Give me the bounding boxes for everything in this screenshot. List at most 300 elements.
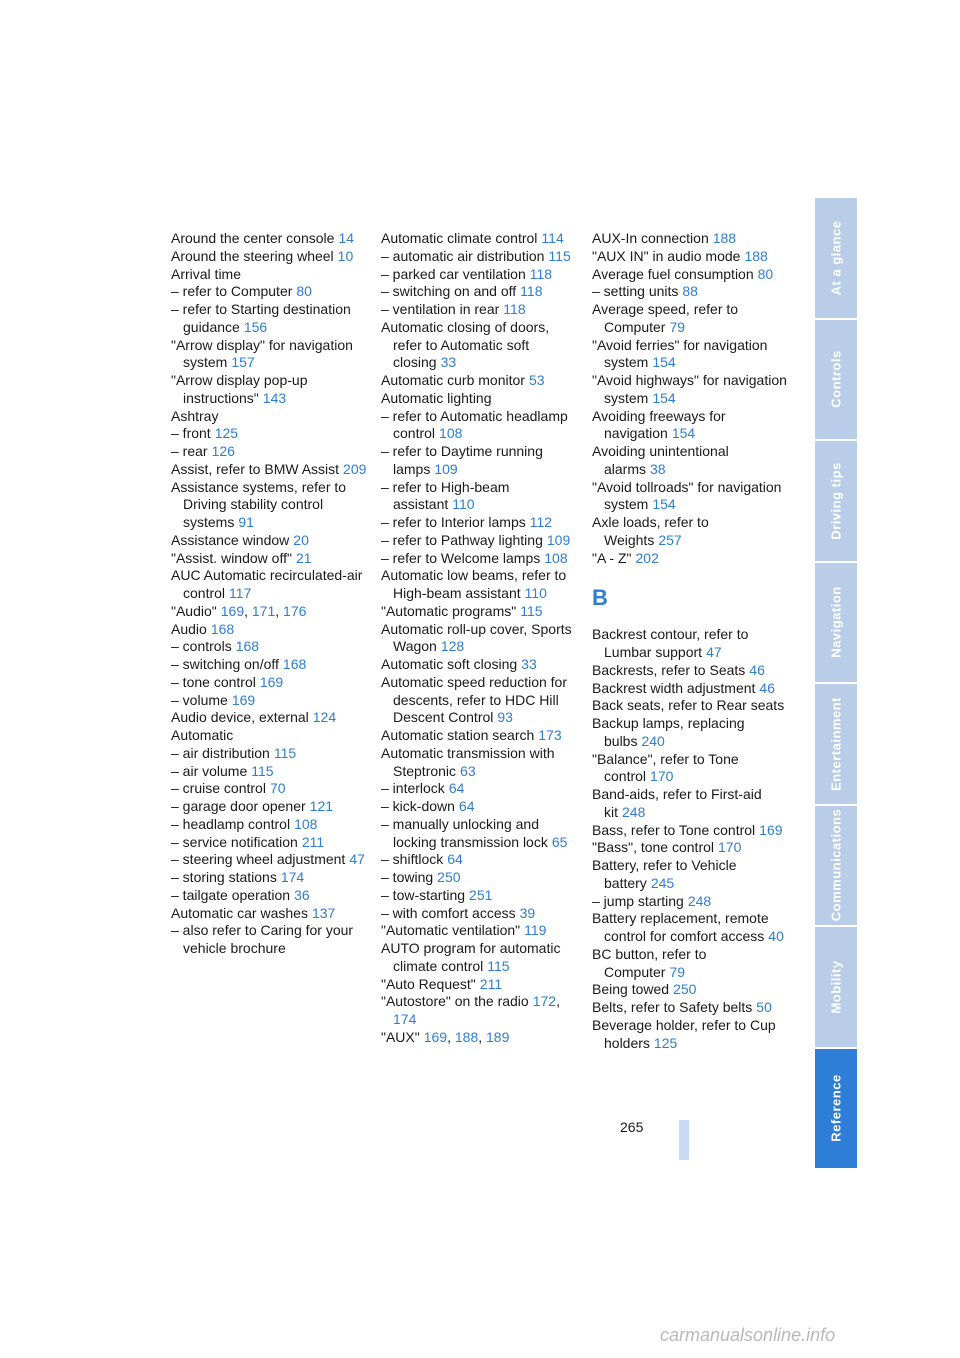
watermark: carmanualsonline.info [660, 1325, 836, 1345]
page-reference-link[interactable]: 118 [520, 283, 543, 300]
page-reference-link[interactable]: 126 [211, 443, 235, 459]
index-entry [592, 266, 788, 284]
index-subentry [171, 692, 371, 710]
index-entry-text: – tailgate operation [171, 886, 291, 903]
index-subentry [171, 922, 371, 958]
index-column-3 [592, 230, 788, 1052]
index-entry [381, 230, 581, 248]
index-entry-text: Assistance window [171, 531, 290, 548]
page-reference-link[interactable]: 118 [529, 265, 553, 282]
index-subentry [171, 656, 371, 674]
sidebar-tab-label: Entertainment [828, 696, 844, 791]
page-reference-link[interactable]: 154 [671, 425, 696, 442]
index-entry [381, 603, 581, 621]
index-entry [171, 230, 371, 248]
sidebar-tab-entertainment[interactable] [815, 684, 857, 804]
index-entry-text: Average speed, refer to Computer [592, 301, 739, 335]
index-subentry [171, 283, 371, 301]
page-reference-link[interactable]: 169 [759, 821, 783, 838]
page-reference-link[interactable]: 108 [439, 425, 463, 442]
index-entry-text: – refer to Automatic headlamp control [381, 407, 568, 442]
index-entry-text: Around the center console [171, 230, 335, 246]
page-reference-link[interactable]: 124 [312, 709, 337, 726]
index-subentry [171, 887, 371, 905]
index-entry-text: Bass, refer to Tone control [592, 821, 756, 838]
index-entry [592, 662, 788, 680]
page-reference-link[interactable]: 64 [458, 798, 475, 814]
index-subentry [381, 301, 581, 319]
page-reference-link[interactable]: 171 [251, 602, 276, 619]
page-reference-link[interactable]: 70 [269, 780, 286, 797]
index-entry [592, 301, 788, 337]
index-entry-text: "Balance", refer to Tone control [592, 750, 739, 785]
page-reference-link[interactable]: 250 [673, 981, 697, 998]
index-entry [592, 372, 788, 408]
page-reference-link[interactable]: 176 [283, 602, 307, 619]
page-reference-link[interactable]: 112 [529, 514, 553, 530]
page-reference-link[interactable]: 88 [682, 283, 698, 300]
chapter-sidebar [815, 198, 857, 1170]
index-entry-text: Backrests, refer to Seats [592, 661, 746, 678]
index-entry-text: Automatic station search [381, 727, 535, 743]
page-number: 265 [620, 1119, 644, 1135]
index-entry-text: Average fuel consumption [592, 265, 754, 282]
index-entry-text: Being towed [592, 981, 670, 998]
page-reference-link[interactable]: 188 [744, 247, 768, 264]
index-entry [592, 230, 788, 248]
page-reference-link[interactable]: 109 [546, 531, 571, 548]
page-reference-link[interactable]: 119 [524, 922, 547, 939]
index-entry [592, 857, 788, 893]
page-reference-link[interactable]: 169 [423, 1028, 448, 1045]
index-entry [171, 532, 371, 550]
index-entry-text: Backup lamps, replacing bulbs [592, 715, 745, 749]
index-entry [592, 1017, 788, 1053]
index-entry-text: – refer to Pathway lighting [381, 531, 543, 548]
sidebar-tab-label: Communications [828, 809, 844, 922]
index-entry-text: Arrival time [171, 265, 242, 282]
index-entry-text: Band-aids, refer to First-aid kit [592, 786, 762, 820]
index-entry-text: – refer to Computer [171, 283, 293, 300]
index-subentry [171, 674, 371, 692]
index-entry: "Audio" 169, 171, 176 [171, 602, 307, 619]
page-reference-link[interactable]: 245 [650, 874, 675, 891]
index-entry-text: – steering wheel adjustment [171, 851, 346, 868]
page-reference-link[interactable]: 65 [551, 833, 568, 850]
index-subentry [381, 532, 581, 550]
index-entry-text: "Bass", tone control [592, 839, 715, 856]
page-reference-link[interactable]: 50 [756, 999, 772, 1015]
index-entry [381, 656, 581, 674]
page-reference-link[interactable]: 169 [259, 673, 284, 690]
index-subentry [171, 301, 371, 337]
index-subentry [381, 869, 581, 887]
page-reference-link[interactable]: 79 [669, 963, 686, 980]
index-entry-text: "AUX" [381, 1028, 420, 1045]
sidebar-tab-communications[interactable] [815, 806, 857, 926]
index-entry [381, 390, 581, 408]
page-reference-link[interactable]: 64 [447, 851, 463, 868]
index-entry-text: – parked car ventilation [381, 265, 526, 282]
page-reference-link[interactable]: 110 [452, 496, 475, 513]
page-reference-link[interactable]: 173 [538, 727, 562, 743]
index-entry [592, 715, 788, 751]
index-subentry [171, 851, 371, 869]
page-reference-link[interactable]: 251 [469, 886, 493, 903]
index-entry [592, 697, 788, 715]
index-entry [592, 786, 788, 822]
index-entry [592, 408, 788, 444]
page-reference-link[interactable]: 248 [622, 803, 646, 820]
page-reference-link[interactable]: 125 [653, 1034, 678, 1051]
page-reference-link[interactable]: 10 [337, 247, 354, 264]
index-subentry [381, 905, 581, 923]
index-entry [171, 461, 371, 479]
sidebar-tab-label: Driving tips [828, 461, 844, 540]
index-subentry [592, 283, 788, 301]
page-reference-link[interactable]: 143 [262, 389, 287, 406]
index-entry-text: BC button, refer to Computer [592, 945, 707, 980]
page-reference-link[interactable]: 80 [296, 283, 312, 300]
index-entry [171, 248, 371, 266]
index-entry-text: – refer to High-beam assistant [381, 478, 510, 513]
index-entry-text: Automatic speed reduction for descents, refer to HDC Hill Descent Control [381, 673, 567, 726]
sidebar-tab-controls[interactable] [815, 320, 857, 440]
page-reference-link[interactable]: 257 [658, 531, 682, 548]
page-reference-link[interactable]: 137 [311, 904, 336, 921]
page-reference-link[interactable]: 128 [440, 638, 465, 655]
page-reference-link[interactable]: 121 [309, 798, 334, 814]
index-entry-text: Audio [171, 620, 207, 637]
page-reference-link[interactable]: 109 [434, 460, 458, 477]
index-entry-text: "Automatic programs" [381, 602, 517, 619]
index-entry-text: Assistance systems, refer to Driving stability control systems [171, 478, 347, 530]
index-entry [592, 626, 788, 662]
page-reference-link[interactable]: 21 [295, 549, 312, 566]
index-entry-text: – towing [381, 869, 434, 885]
page-reference-link[interactable]: 46 [749, 661, 765, 678]
sidebar-tab-label: Reference [828, 1074, 844, 1142]
index-entry-text: Automatic curb monitor [381, 372, 525, 388]
index-subentry [381, 550, 581, 568]
page-reference-link[interactable]: 248 [687, 892, 712, 909]
index-subentry [381, 887, 581, 905]
page-reference-link[interactable]: 209 [343, 460, 367, 477]
page-reference-link[interactable]: 80 [757, 265, 774, 282]
index-entry-text: "AUX IN" in audio mode [592, 247, 741, 264]
index-entry-text: "Avoid ferries" for navigation system [592, 336, 768, 371]
index-entry-text: – refer to Starting destination guidance [171, 301, 351, 335]
sidebar-tab-reference[interactable] [815, 1049, 857, 1169]
page-reference-link[interactable]: 188 [454, 1028, 479, 1045]
page-reference-link[interactable]: 115 [487, 957, 510, 974]
page-reference-link[interactable]: 154 [652, 496, 676, 513]
page-reference-link[interactable]: 53 [528, 372, 545, 388]
index-entry-text: "Automatic ventilation" [381, 922, 521, 939]
page-reference-link[interactable]: 40 [768, 928, 784, 944]
page-reference-link[interactable]: 202 [635, 549, 659, 566]
index-entry [171, 905, 371, 923]
page-reference-link[interactable]: 36 [294, 886, 310, 903]
page-reference-link[interactable]: 14 [338, 230, 355, 246]
index-entry-text: – cruise control [171, 780, 266, 797]
index-entry [171, 727, 371, 745]
page-reference-link[interactable]: 118 [503, 301, 526, 317]
sidebar-tab-driving-tips[interactable] [815, 441, 857, 561]
index-subentry [171, 869, 371, 887]
index-entry [171, 266, 371, 284]
index-entry-text: AUTO program for automatic climate control [381, 940, 561, 974]
index-entry [171, 550, 371, 568]
index-entry-text: – volume [171, 691, 228, 708]
index-entry [592, 337, 788, 373]
sidebar-tab-label: Mobility [828, 960, 844, 1014]
page-reference-link[interactable]: 20 [293, 531, 309, 548]
index-entry-text: Around the steering wheel [171, 247, 334, 264]
index-subentry [381, 780, 581, 798]
index-entry-text: – rear [171, 443, 208, 459]
index-entry-text: Avoiding freeways for navigation [592, 407, 726, 442]
index-subentry [171, 763, 371, 781]
index-entry-text: – tone control [171, 673, 256, 690]
index-entry-text: – refer to Daytime running lamps [381, 443, 543, 477]
index-entry-text: – garage door opener [171, 798, 306, 814]
index-entry [592, 822, 788, 840]
index-entry [171, 567, 371, 603]
index-column-1 [171, 230, 371, 958]
page-reference-link[interactable]: 108 [544, 549, 568, 566]
page-reference-link[interactable]: 154 [652, 354, 676, 371]
page-reference-link[interactable]: 93 [497, 709, 513, 726]
page-reference-link[interactable]: 47 [706, 644, 722, 660]
index-entry-text: "Arrow display pop-up instructions" [171, 372, 308, 406]
index-entry-text: Automatic climate control [381, 230, 538, 246]
page-reference-link[interactable]: 115 [520, 602, 543, 619]
index-entry-text: Automatic roll-up cover, Sports Wagon [381, 620, 572, 655]
index-entry-text: Automatic low beams, refer to High-beam assistant [381, 567, 567, 601]
index-entry [171, 621, 371, 639]
index-entry-text: Automatic soft closing [381, 656, 518, 672]
page-reference-link[interactable]: 46 [759, 679, 775, 696]
index-subentry [381, 266, 581, 284]
index-entry-text: – controls [171, 638, 232, 655]
index-entry [171, 337, 371, 373]
index-entry-text: – jump starting [592, 892, 684, 909]
index-entry [171, 479, 371, 532]
page-reference-link[interactable]: 156 [243, 318, 268, 335]
index-entry-text: Ashtray [171, 407, 219, 424]
sidebar-tab-label: Navigation [828, 586, 844, 658]
page-reference-link[interactable]: 115 [251, 762, 274, 779]
page-reference-link[interactable]: 211 [479, 975, 503, 992]
index-entry-text: "Auto Request" [381, 975, 476, 992]
index-entry-text: – service notification [171, 833, 298, 850]
page-reference-link[interactable]: 169 [231, 691, 256, 708]
index-subentry [171, 443, 371, 461]
index-entry [592, 839, 788, 857]
index-entry-text: – storing stations [171, 869, 277, 885]
page-reference-link[interactable]: 79 [669, 318, 686, 335]
index-entry-text: – tow-starting [381, 886, 466, 903]
index-letter-heading: B [592, 585, 608, 611]
page-reference-link[interactable]: 168 [282, 656, 307, 672]
index-entry [171, 709, 371, 727]
index-entry-text: Automatic [171, 727, 234, 743]
page-reference-link[interactable]: 189 [486, 1028, 510, 1045]
index-entry [592, 981, 788, 999]
index-entry-text: "Assist. window off" [171, 549, 292, 566]
page-reference-link[interactable]: 125 [214, 425, 239, 442]
index-subentry [171, 780, 371, 798]
index-subentry [381, 816, 581, 852]
index-entry [592, 550, 788, 568]
index-entry-text: "A - Z" [592, 549, 632, 566]
index-entry-text: – headlamp control [171, 815, 291, 832]
index-entry-text: Axle loads, refer to Weights [592, 514, 709, 548]
index-entry-text: Avoiding unintentional alarms [592, 443, 729, 477]
index-entry-text: "Arrow display" for navigation system [171, 336, 353, 371]
sidebar-tab-at-a-glance[interactable] [815, 198, 857, 318]
index-entry [592, 946, 788, 982]
page-reference-link[interactable]: 168 [235, 638, 260, 655]
index-entry-text: Automatic transmission with Steptronic [381, 744, 555, 779]
index-entry-text: – kick-down [381, 798, 455, 814]
index-entry-text: Backrest contour, refer to Lumbar support [592, 626, 749, 660]
index-entry-text: Backrest width adjustment [592, 679, 756, 696]
page-reference-link[interactable]: 110 [524, 585, 547, 601]
index-entry: "Autostore" on the radio 172, 174 [381, 993, 560, 1027]
index-entry-text: – air volume [171, 762, 248, 779]
page-reference-link[interactable]: 154 [652, 389, 676, 406]
index-subentry [381, 283, 581, 301]
index-entry [381, 940, 581, 976]
index-entry-text: – automatic air distribution [381, 247, 545, 264]
sidebar-tab-mobility[interactable] [815, 927, 857, 1047]
page-reference-link[interactable]: 91 [238, 514, 254, 530]
index-entry [381, 727, 581, 745]
index-entry-text: – refer to Welcome lamps [381, 549, 541, 566]
page-reference-link[interactable]: 38 [650, 460, 666, 477]
index-entry-text: – air distribution [171, 744, 270, 761]
index-entry [592, 479, 788, 515]
index-subentry [381, 443, 581, 479]
index-entry [171, 372, 371, 408]
index-entry-text: Automatic car washes [171, 904, 308, 921]
page-reference-link[interactable]: 33 [440, 354, 457, 371]
sidebar-tab-label: At a glance [828, 220, 844, 296]
page-reference-link[interactable]: 114 [541, 230, 564, 246]
page-reference-link[interactable]: 117 [229, 585, 252, 601]
page-reference-link[interactable]: 115 [273, 744, 297, 761]
index-entry-text: Automatic closing of doors, refer to Automatic soft closing [381, 318, 550, 371]
index-entry [592, 910, 788, 946]
index-subentry [381, 514, 581, 532]
index-subentry [381, 851, 581, 869]
index-subentry [381, 248, 581, 266]
index-entry-text: Battery replacement, remote control for comfort access [592, 910, 769, 944]
index-subentry [171, 745, 371, 763]
index-entry-text: AUX-In connection [592, 230, 709, 246]
page-reference-link[interactable]: 157 [231, 354, 255, 371]
index-entry [592, 514, 788, 550]
page-reference-link[interactable]: 168 [210, 620, 235, 637]
index-entry-text: "Avoid highways" for navigation system [592, 372, 787, 406]
index-entry-text: "Avoid tollroads" for navigation system [592, 478, 782, 513]
index-entry [592, 751, 788, 787]
page-reference-link[interactable]: 174 [393, 1011, 417, 1027]
index-entry-text: – switching on/off [171, 656, 279, 672]
index-entry-text: Assist, refer to BMW Assist [171, 460, 340, 477]
index-entry-text: "Autostore" on the radio [381, 993, 529, 1010]
page-reference-link[interactable]: 108 [294, 815, 318, 832]
page-reference-link[interactable]: 250 [437, 869, 461, 885]
index-subentry [171, 816, 371, 834]
index-entry [592, 443, 788, 479]
page-reference-link[interactable]: 63 [460, 762, 476, 779]
sidebar-tab-navigation[interactable] [815, 563, 857, 683]
page-reference-link[interactable]: 170 [650, 768, 674, 785]
index-entry-text: – shiftlock [381, 851, 444, 868]
page-reference-link[interactable]: 211 [301, 833, 325, 850]
index-entry [381, 745, 581, 781]
index-subentry [171, 798, 371, 816]
index-entry-text: "Audio" [171, 602, 217, 619]
index-entry-text: Beverage holder, refer to Cup holders [592, 1016, 776, 1051]
index-subentry [171, 834, 371, 852]
index-subentry [381, 798, 581, 816]
page-reference-link[interactable]: 115 [548, 247, 571, 264]
sidebar-tab-label: Controls [828, 350, 844, 408]
index-subentry [381, 408, 581, 444]
index-entry-text: AUC Automatic recirculated-air control [171, 567, 363, 601]
page-reference-link[interactable]: 33 [521, 656, 537, 672]
page-reference-link[interactable]: 240 [641, 732, 665, 749]
index-entry [381, 922, 581, 940]
page-reference-link[interactable]: 188 [712, 230, 737, 246]
index-subentry [592, 893, 788, 911]
index-entry-text: – switching on and off [381, 283, 517, 300]
page-reference-link[interactable]: 64 [448, 780, 465, 797]
index-subentry [171, 638, 371, 656]
page-reference-link[interactable]: 172 [532, 993, 557, 1010]
index-entry-text: Automatic lighting [381, 389, 492, 406]
index-entry [171, 408, 371, 426]
index-column-2 [381, 230, 581, 1047]
page-reference-link[interactable]: 39 [519, 904, 536, 921]
index-entry-text: Battery, refer to Vehicle battery [592, 857, 737, 891]
index-entry [381, 674, 581, 727]
page-reference-link[interactable]: 169 [220, 602, 245, 619]
page-number-bar [679, 1120, 689, 1160]
index-entry [592, 999, 788, 1017]
index-entry [592, 248, 788, 266]
index-entry-text: Back seats, refer to Rear seats [592, 697, 785, 714]
index-entry [381, 319, 581, 372]
index-entry-text: – with comfort access [381, 904, 516, 921]
index-entry [381, 372, 581, 390]
index-entry-text: Audio device, external [171, 709, 309, 726]
index-entry [381, 621, 581, 657]
page-reference-link[interactable]: 47 [349, 851, 365, 868]
index-entry [381, 976, 581, 994]
index-entry-text: – setting units [592, 283, 679, 300]
index-entry-text: Belts, refer to Safety belts [592, 999, 753, 1015]
index-entry-text: – manually unlocking and locking transmission lock [381, 815, 548, 850]
index-entry [592, 680, 788, 698]
page-reference-link[interactable]: 170 [718, 839, 742, 856]
page-reference-link[interactable]: 174 [280, 869, 305, 885]
index-subentry [171, 425, 371, 443]
